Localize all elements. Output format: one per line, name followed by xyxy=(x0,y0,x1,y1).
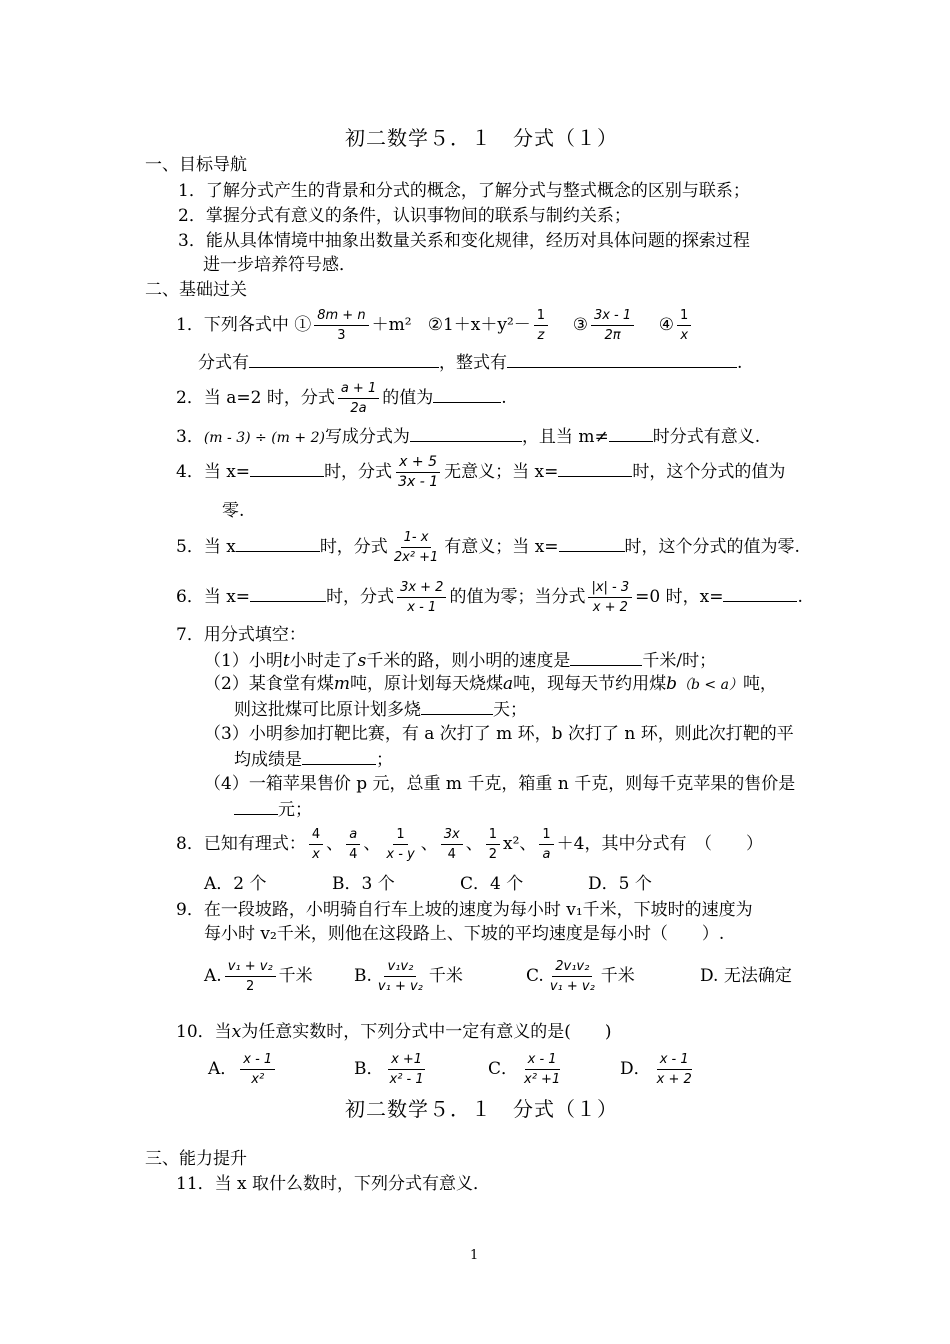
fraction: $\frac{1}{a}$ xyxy=(539,827,553,862)
option-a[interactable]: A． $\frac{x - 1}{\text{x²}}$ xyxy=(208,1046,354,1092)
question-4: 4．当 x= 时，分式 $\frac{x + 5}{3x - 1}$ 无意义；当 x= 时，这个分式的值为 xyxy=(176,454,786,490)
answer-blank[interactable] xyxy=(249,351,439,368)
section-2-heading: 二、基础过关 xyxy=(145,280,247,300)
objective-1: 1．了解分式产生的背景和分式的概念，了解分式与整式概念的区别与联系； xyxy=(178,181,750,201)
fraction: $\frac{x +1}{\text{x² - 1}}$ xyxy=(389,1052,424,1087)
fraction: $\frac{\text{2v₁v₂}}{\text{v₁ + v₂}}$ xyxy=(549,959,595,994)
question-1: 1．下列各式中 ① $\frac{8m + n}{3}$ ＋m² ②1＋x＋y²－ $\frac{1}{z}$ ③ $\frac{3x - 1}{2\pi}$ ④ $\frac{1}{x}$ xyxy=(176,304,694,346)
fraction: $\frac{1}{x - y}$ xyxy=(386,827,415,862)
fraction: $\frac{1}{z}$ xyxy=(534,308,548,343)
answer-blank[interactable] xyxy=(250,460,324,477)
answer-blank[interactable] xyxy=(302,748,376,765)
option-b[interactable]: B. $\frac{\text{v₁v₂}}{\text{v₁ + v₂}}$ 千米 xyxy=(354,959,463,994)
question-9-cont: 每小时 v₂千米，则他在这段路上、下坡的平均速度是每小时（ ）. xyxy=(204,924,725,944)
answer-blank[interactable] xyxy=(609,425,653,442)
question-7-4-cont: 元； xyxy=(234,798,312,821)
fraction: $\frac{8m + n}{3}$ xyxy=(314,308,368,343)
objective-2: 2．掌握分式有意义的条件，认识事物间的联系与制约关系； xyxy=(178,206,631,226)
option-d[interactable]: D．5 个 xyxy=(588,874,652,894)
fraction: $\frac{x - 1}{\text{x² +1}}$ xyxy=(524,1052,561,1087)
fraction: $\frac{1}{2}$ xyxy=(486,827,500,862)
objective-3-cont: 进一步培养符号感． xyxy=(203,255,356,275)
question-10-options xyxy=(208,1046,698,1092)
question-7-3: （3）小明参加打靶比赛，有 a 次打了 m 环，b 次打了 n 环，则此次打靶的平 xyxy=(204,724,794,744)
question-10: 10．当x为任意实数时，下列分式中一定有意义的是( ) xyxy=(176,1022,612,1042)
answer-blank[interactable] xyxy=(570,649,642,666)
objective-3: 3．能从具体情境中抽象出数量关系和变化规律，经历对具体问题的探索过程 xyxy=(178,231,750,251)
answer-blank[interactable] xyxy=(723,585,797,602)
option-b[interactable]: B．3 个 xyxy=(332,874,395,894)
question-7-4: （4）一箱苹果售价 p 元，总重 m 千克，箱重 n 千克，则每千克苹果的售价是 xyxy=(204,774,796,794)
question-9: 9．在一段坡路，小明骑自行车上坡的速度为每小时 v₁千米，下坡时的速度为 xyxy=(176,900,753,920)
option-c[interactable]: C．4 个 xyxy=(460,874,524,894)
fraction: $\frac{a + 1}{2a}$ xyxy=(338,381,379,416)
answer-blank[interactable] xyxy=(433,386,501,403)
question-7-3-cont: 均成绩是 ； xyxy=(234,750,393,770)
question-3: 3．(m - 3) ÷ (m + 2)写成分式为 ，且当 m≠ 时分式有意义. xyxy=(176,427,761,447)
fraction: $\frac{|x| - 3}{x + 2}$ xyxy=(588,580,632,615)
question-11: 11．当 x 取什么数时，下列分式有意义． xyxy=(176,1174,491,1194)
question-7-1: （1）小明t小时走了s千米的路，则小明的速度是 千米/时； xyxy=(204,651,717,671)
page-title: 初二数学５．１ 分式（１） xyxy=(345,126,618,150)
question-8-options xyxy=(204,873,652,895)
question-7-2-cont: 则这批煤可比原计划多烧 天； xyxy=(234,700,527,720)
question-8: 8．已知有理式： $\frac{4}{x}$ 、 $\frac{a}{4}$ 、 $\frac{1}{x - y}$ 、 $\frac{3x}{4}$ 、 $\frac{1}{2}$ x²、 $\frac{1}{a}$ ＋4，其中分式有 （ ） xyxy=(176,827,763,862)
option-d[interactable]: D. 无法确定 xyxy=(700,966,792,986)
question-1-answers: 分式有 ，整式有 . xyxy=(198,353,743,373)
fraction: $\frac{\text{v₁ + v₂}}{2}$ xyxy=(225,959,276,994)
repeated-title: 初二数学５．１ 分式（１） xyxy=(345,1097,618,1121)
answer-blank[interactable] xyxy=(421,698,493,715)
section-3-heading: 三、能力提升 xyxy=(145,1149,247,1169)
fraction: $\frac{x - 1}{x + 2}$ xyxy=(656,1052,692,1087)
answer-blank[interactable] xyxy=(250,585,326,602)
question-5: 5．当 x 时，分式 $\frac{1- x}{\text{2x² +1}}$ 有意义；当 x= 时，这个分式的值为零. xyxy=(176,530,800,565)
fraction: $\frac{3x - 1}{2\pi}$ xyxy=(591,308,634,343)
option-c[interactable]: C. $\frac{\text{2v₁v₂}}{\text{v₁ + v₂}}$ 千米 xyxy=(526,959,635,994)
fraction: $\frac{a}{4}$ xyxy=(346,827,360,862)
fraction: $\frac{1- x}{\text{2x² +1}}$ xyxy=(393,530,439,565)
section-1-heading: 一、目标导航 xyxy=(145,155,247,175)
question-6: 6．当 x= 时，分式 $\frac{3x + 2}{x - 1}$ 的值为零；当分式 $\frac{|x| - 3}{x + 2}$ =0 时，x= . xyxy=(176,580,803,615)
question-2: 2．当 a=2 时，分式 $\frac{a + 1}{2a}$ 的值为 . xyxy=(176,381,507,416)
option-b[interactable]: B． $\frac{x +1}{\text{x² - 1}}$ xyxy=(354,1046,488,1092)
page-number: 1 xyxy=(470,1248,479,1263)
answer-blank[interactable] xyxy=(558,460,632,477)
fraction: $\frac{\text{v₁v₂}}{\text{v₁ + v₂}}$ xyxy=(377,959,423,994)
fraction: $\frac{x + 5}{3x - 1}$ xyxy=(398,454,439,490)
question-9-options xyxy=(204,953,792,999)
answer-blank[interactable] xyxy=(410,425,522,442)
fraction: $\frac{3x + 2}{x - 1}$ xyxy=(397,580,446,615)
answer-blank[interactable] xyxy=(559,535,625,552)
option-a[interactable]: A．2 个 xyxy=(204,874,267,894)
question-4-cont: 零. xyxy=(222,501,245,521)
answer-blank[interactable] xyxy=(236,535,320,552)
question-7: 7．用分式填空： xyxy=(176,625,306,645)
question-7-2: （2）某食堂有煤m吨，原计划每天烧煤a吨，现每天节约用煤b（b < a）吨， xyxy=(204,674,777,694)
option-d[interactable]: D． $\frac{x - 1}{x + 2}$ xyxy=(620,1046,698,1092)
answer-blank[interactable] xyxy=(507,351,737,368)
option-c[interactable]: C． $\frac{x - 1}{\text{x² +1}}$ xyxy=(488,1046,620,1092)
fraction: $\frac{x - 1}{\text{x²}}$ xyxy=(240,1052,275,1087)
option-a[interactable]: A. $\frac{\text{v₁ + v₂}}{2}$ 千米 xyxy=(204,959,313,994)
fraction: $\frac{3x}{4}$ xyxy=(441,827,463,862)
answer-blank[interactable] xyxy=(234,798,278,815)
fraction: $\frac{4}{x}$ xyxy=(309,827,323,862)
fraction: $\frac{1}{x}$ xyxy=(677,308,691,343)
